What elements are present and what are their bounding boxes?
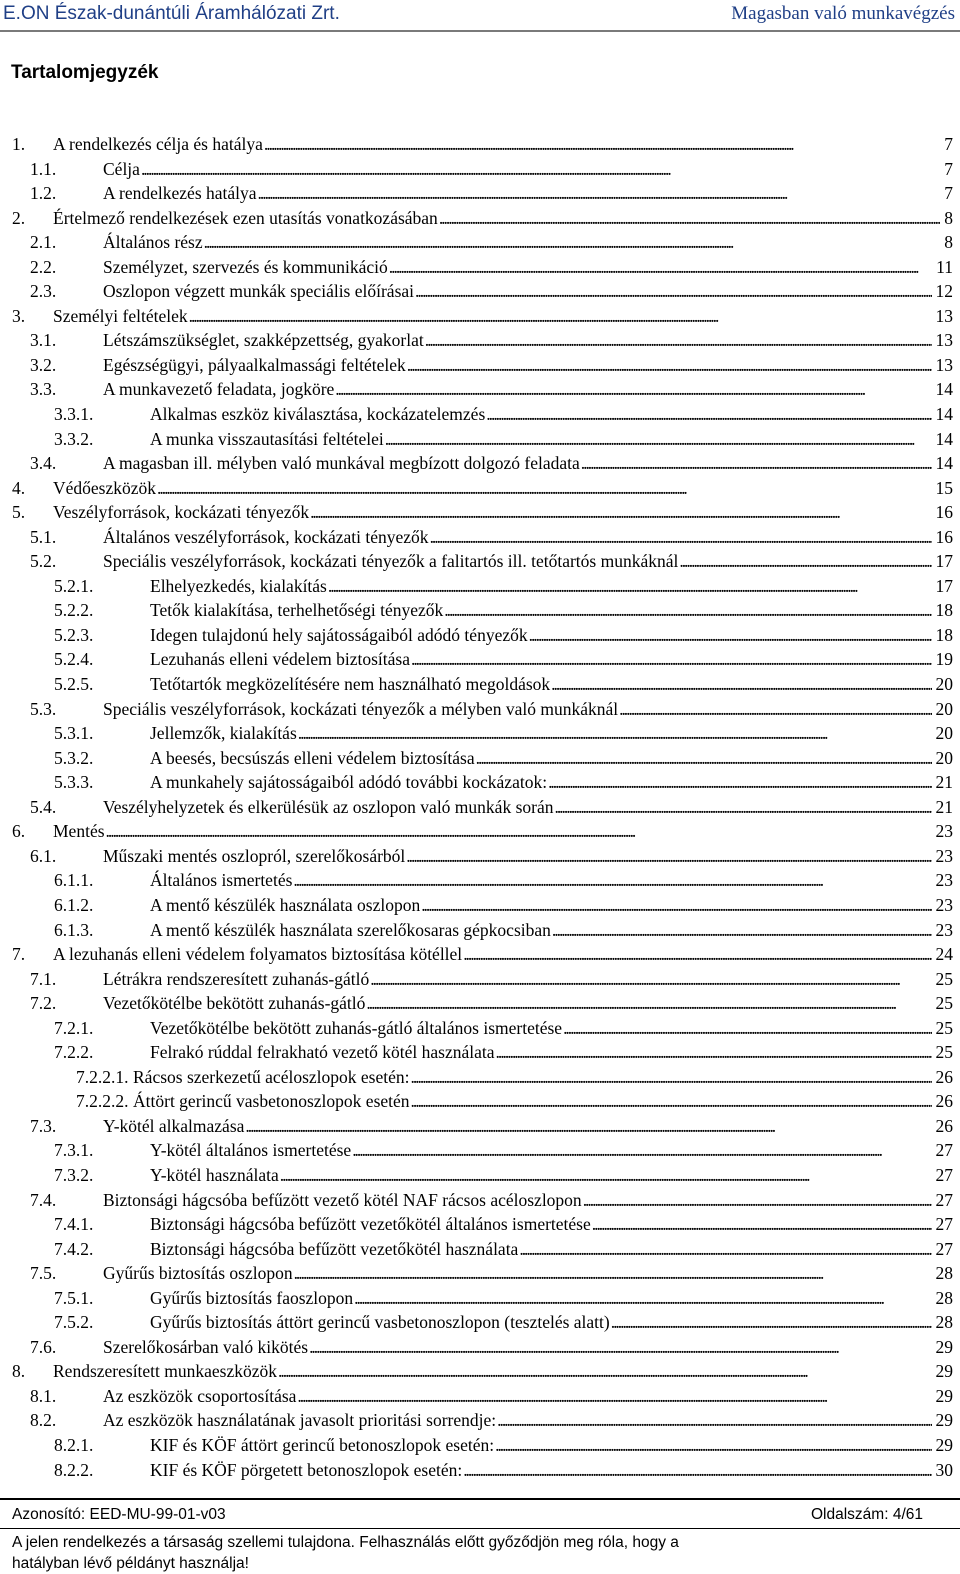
toc-entry-title: Veszélyforrások, kockázati tényezők bbox=[53, 502, 310, 523]
toc-entry-page: 26 bbox=[935, 1091, 953, 1112]
toc-dot-leader bbox=[462, 942, 931, 967]
toc-entry-number: 5.2. bbox=[30, 551, 57, 572]
toc-entry-title: KIF és KÖF pörgetett betonoszlopok esetén: bbox=[150, 1459, 463, 1480]
toc-dot-leader bbox=[140, 157, 940, 182]
toc-entry-page: 18 bbox=[935, 624, 953, 645]
toc-entry-number: 7.1. bbox=[30, 968, 57, 989]
toc-dot-leader bbox=[553, 795, 931, 820]
toc-entry-title: Általános rész bbox=[103, 232, 203, 253]
toc-dot-leader bbox=[547, 770, 931, 795]
toc-entry-page: 23 bbox=[935, 894, 953, 915]
toc-entry-title: Létrákra rendszeresített zuhanás-gátló bbox=[103, 968, 370, 989]
toc-dot-leader bbox=[414, 279, 931, 304]
toc-entry-title: Személyi feltételek bbox=[53, 305, 188, 326]
toc-entry-page: 16 bbox=[935, 502, 953, 523]
toc-dot-leader bbox=[406, 353, 932, 378]
toc-entry-number: 5.3.1. bbox=[54, 723, 94, 744]
toc-entry-title: Idegen tulajdonú hely sajátosságaiból adódó tényezők bbox=[150, 624, 528, 645]
toc-entry[interactable] bbox=[0, 598, 960, 623]
toc-entry-number: 2.3. bbox=[30, 281, 57, 302]
toc-dot-leader bbox=[678, 549, 931, 574]
toc-entry-number: 5.2.2. bbox=[54, 600, 94, 621]
toc-entry[interactable] bbox=[0, 279, 960, 304]
toc-entry-page: 24 bbox=[935, 944, 953, 965]
toc-entry-title: Általános ismertetés bbox=[150, 870, 293, 891]
toc-entry[interactable] bbox=[0, 1384, 960, 1409]
toc-entry-page: 26 bbox=[935, 1115, 953, 1136]
toc-entry-page: 20 bbox=[935, 747, 953, 768]
toc-entry[interactable] bbox=[0, 1212, 960, 1237]
toc-entry-page: 16 bbox=[935, 526, 953, 547]
toc-dot-leader bbox=[244, 1114, 931, 1139]
toc-entry-page: 30 bbox=[935, 1459, 953, 1480]
toc-entry-number: 3.1. bbox=[30, 330, 57, 351]
toc-entry[interactable] bbox=[0, 672, 960, 697]
toc-entry-number: 7.5.2. bbox=[54, 1312, 94, 1333]
toc-entry-number: 8. bbox=[12, 1361, 26, 1382]
toc-entry-title: Oszlopon végzett munkák speciális előírásai bbox=[103, 281, 415, 302]
toc-dot-leader bbox=[105, 819, 932, 844]
toc-entry[interactable] bbox=[0, 1335, 960, 1360]
toc-entry-page: 27 bbox=[935, 1189, 953, 1210]
toc-entry-page: 14 bbox=[935, 404, 953, 425]
toc-entry-number: 1. bbox=[12, 134, 26, 154]
toc-entry-number: 7.4.2. bbox=[54, 1238, 94, 1259]
toc-entry-number: 4. bbox=[12, 477, 26, 498]
toc-entry-number: 2.2. bbox=[30, 256, 57, 277]
toc-entry[interactable] bbox=[0, 1261, 960, 1286]
document-identifier: Azonosító: EED-MU-99-01-v03 bbox=[12, 1506, 226, 1523]
toc-entry-page: 25 bbox=[935, 1042, 953, 1063]
toc-entry-number: 7.3. bbox=[30, 1115, 57, 1136]
toc-entry-page: 7 bbox=[944, 158, 953, 179]
toc-dot-leader bbox=[494, 1433, 931, 1458]
footer-divider bbox=[0, 1498, 960, 1500]
toc-entry-page: 14 bbox=[935, 453, 953, 474]
toc-entry-title: Y-kötél használata bbox=[150, 1164, 279, 1185]
toc-dot-leader bbox=[475, 746, 932, 771]
header-divider bbox=[0, 30, 960, 32]
toc-entry[interactable] bbox=[0, 304, 960, 329]
footer-divider-2 bbox=[0, 1528, 960, 1529]
toc-entry-page: 25 bbox=[935, 993, 953, 1014]
toc-entry-number: 7.4.1. bbox=[54, 1214, 94, 1235]
toc-entry-title: Rendszeresített munkaeszközök bbox=[53, 1361, 278, 1382]
toc-entry[interactable] bbox=[0, 1163, 960, 1188]
toc-dot-leader bbox=[297, 721, 932, 746]
toc-dot-leader bbox=[528, 623, 932, 648]
toc-entry-number: 8.2.2. bbox=[54, 1459, 94, 1480]
toc-entry[interactable] bbox=[0, 1359, 960, 1384]
toc-entry-title: Szerelőkosárban való kikötés bbox=[103, 1336, 309, 1357]
toc-entry-number: 7.3.1. bbox=[54, 1140, 94, 1161]
toc-entry-title: Áttört gerincű vasbetonoszlopok esetén bbox=[133, 1091, 410, 1112]
toc-entry-number: 5.3.3. bbox=[54, 772, 94, 793]
toc-entry-page: 19 bbox=[935, 649, 953, 670]
toc-dot-leader bbox=[580, 451, 932, 476]
toc-entry-number: 7.3.2. bbox=[54, 1164, 94, 1185]
toc-entry-title: A rendelkezés célja és hatálya bbox=[53, 134, 263, 154]
toc-dot-leader bbox=[610, 1310, 932, 1335]
toc-entry-title: A lezuhanás elleni védelem folyamatos biztosítása kötéllel bbox=[53, 944, 463, 965]
toc-entry-number: 3.3.1. bbox=[54, 404, 94, 425]
toc-entry[interactable] bbox=[0, 549, 960, 574]
toc-entry-page: 27 bbox=[935, 1238, 953, 1259]
toc-entry-title: A mentő készülék használata oszlopon bbox=[150, 894, 421, 915]
toc-entry[interactable] bbox=[0, 1065, 960, 1090]
toc-entry-title: Tetők kialakítása, terhelhetőségi tényezők bbox=[150, 600, 444, 621]
toc-dot-leader bbox=[410, 1089, 932, 1114]
toc-dot-leader bbox=[409, 1065, 931, 1090]
toc-entry-number: 2. bbox=[12, 207, 26, 228]
toc-entry-page: 25 bbox=[935, 968, 953, 989]
company-name: E.ON Észak-dunántúli Áramhálózati Zrt. bbox=[3, 3, 340, 24]
toc-entry-title: A rendelkezés hatálya bbox=[103, 183, 257, 204]
toc-entry-number: 8.2. bbox=[30, 1410, 57, 1431]
toc-entry[interactable] bbox=[0, 967, 960, 992]
toc-dot-leader bbox=[308, 1335, 931, 1360]
page-number: Oldalszám: 4/61 bbox=[811, 1506, 923, 1523]
toc-entry-page: 26 bbox=[935, 1066, 953, 1087]
toc-entry-page: 13 bbox=[935, 354, 953, 375]
toc-entry-number: 7.2.1. bbox=[54, 1017, 94, 1038]
toc-entry-number: 2.1. bbox=[30, 232, 57, 253]
toc-dot-leader bbox=[188, 304, 932, 329]
toc-dot-leader bbox=[279, 1163, 932, 1188]
toc-entry-page: 13 bbox=[935, 305, 953, 326]
toc-entry-number: 6.1. bbox=[30, 845, 57, 866]
toc-entry-title: A munkahely sajátosságaiból adódó további kockázatok: bbox=[150, 772, 548, 793]
toc-entry[interactable] bbox=[0, 697, 960, 722]
toc-dot-leader bbox=[327, 574, 932, 599]
toc-dot-leader bbox=[550, 672, 931, 697]
toc-entry-title: Védőeszközök bbox=[53, 477, 157, 498]
toc-entry-number: 7.2.2.1. bbox=[76, 1066, 129, 1087]
toc-dot-leader bbox=[405, 844, 931, 869]
toc-entry-page: 15 bbox=[935, 477, 953, 498]
toc-entry-title: Általános veszélyforrások, kockázati tényezők bbox=[103, 526, 429, 547]
toc-entry-title: Speciális veszélyforrások, kockázati tényezők a falitartós ill. tetőtartós munkáknál bbox=[103, 551, 679, 572]
toc-entry-title: Vezetőkötélbe bekötött zuhanás-gátló bbox=[103, 993, 366, 1014]
toc-entry-page: 17 bbox=[935, 575, 953, 596]
toc-entry[interactable] bbox=[0, 353, 960, 378]
toc-entry-title: Speciális veszélyforrások, kockázati tényezők a mélyben való munkáknál bbox=[103, 698, 619, 719]
toc-entry-page: 25 bbox=[935, 1017, 953, 1038]
toc-entry[interactable] bbox=[0, 770, 960, 795]
toc-entry-page: 21 bbox=[935, 772, 953, 793]
toc-entry-number: 7.5. bbox=[30, 1263, 57, 1284]
toc-entry[interactable] bbox=[0, 1237, 960, 1262]
document-title: Magasban való munkavégzés bbox=[731, 3, 955, 24]
toc-dot-leader bbox=[334, 377, 931, 402]
toc-dot-leader bbox=[429, 525, 932, 550]
toc-dot-leader bbox=[384, 427, 932, 452]
toc-entry-title: A munkavezető feladata, jogköre bbox=[103, 379, 335, 400]
toc-entry[interactable] bbox=[0, 525, 960, 550]
toc-entry[interactable] bbox=[0, 132, 960, 157]
toc-entry-title: Gyűrűs biztosítás áttört gerincű vasbetonoszlopon (tesztelés alatt) bbox=[150, 1312, 610, 1333]
toc-entry-page: 21 bbox=[935, 796, 953, 817]
toc-entry-number: 3.3.2. bbox=[54, 428, 94, 449]
toc-dot-leader bbox=[277, 1359, 931, 1384]
toc-entry-title: Alkalmas eszköz kiválasztása, kockázatelemzés bbox=[150, 404, 486, 425]
toc-entry[interactable] bbox=[0, 230, 960, 255]
toc-dot-leader bbox=[353, 1286, 931, 1311]
toc-entry[interactable] bbox=[0, 1114, 960, 1139]
toc-entry-number: 5.4. bbox=[30, 796, 57, 817]
toc-entry-number: 7.2.2. bbox=[54, 1042, 94, 1063]
toc-dot-leader bbox=[369, 967, 931, 992]
toc-dot-leader bbox=[420, 893, 931, 918]
toc-entry[interactable] bbox=[0, 991, 960, 1016]
toc-entry-page: 28 bbox=[935, 1263, 953, 1284]
toc-dot-leader bbox=[495, 1040, 932, 1065]
toc-entry-number: 7.4. bbox=[30, 1189, 57, 1210]
toc-dot-leader bbox=[562, 1016, 931, 1041]
toc-entry[interactable] bbox=[0, 844, 960, 869]
toc-entry-number: 3.3. bbox=[30, 379, 57, 400]
toc-dot-leader bbox=[156, 476, 931, 501]
toc-dot-leader bbox=[496, 1408, 931, 1433]
toc-entry-page: 17 bbox=[935, 551, 953, 572]
toc-entry[interactable] bbox=[0, 1433, 960, 1458]
toc-entry-title: Vezetőkötélbe bekötött zuhanás-gátló általános ismertetése bbox=[150, 1017, 563, 1038]
toc-heading: Tartalomjegyzék bbox=[11, 62, 159, 83]
toc-entry[interactable] bbox=[0, 1286, 960, 1311]
toc-entry-page: 29 bbox=[935, 1434, 953, 1455]
toc-entry-page: 11 bbox=[936, 256, 953, 277]
toc-entry[interactable] bbox=[0, 328, 960, 353]
toc-dot-leader bbox=[591, 1212, 932, 1237]
toc-entry-number: 1.2. bbox=[30, 183, 57, 204]
toc-entry-number: 6.1.3. bbox=[54, 919, 94, 940]
toc-dot-leader bbox=[438, 206, 940, 231]
toc-entry-number: 7. bbox=[12, 944, 26, 965]
toc-entry[interactable] bbox=[0, 918, 960, 943]
toc-entry-number: 3. bbox=[12, 305, 26, 326]
toc-entry-title: Lezuhanás elleni védelem biztosítása bbox=[150, 649, 410, 670]
page-header bbox=[0, 0, 960, 30]
toc-entry-number: 5.3.2. bbox=[54, 747, 94, 768]
toc-entry-number: 1.1. bbox=[30, 158, 57, 179]
toc-dot-leader bbox=[485, 402, 931, 427]
toc-entry-page: 29 bbox=[935, 1361, 953, 1382]
toc-entry-page: 29 bbox=[935, 1410, 953, 1431]
toc-dot-leader bbox=[296, 1384, 931, 1409]
toc-entry-title: Jellemzők, kialakítás bbox=[150, 723, 297, 744]
toc-entry[interactable] bbox=[0, 574, 960, 599]
toc-entry-title: Mentés bbox=[53, 821, 105, 842]
toc-dot-leader bbox=[292, 868, 931, 893]
toc-entry-page: 12 bbox=[935, 281, 953, 302]
toc-entry-page: 27 bbox=[935, 1164, 953, 1185]
toc-entry-page: 23 bbox=[935, 821, 953, 842]
toc-entry-title: Egészségügyi, pályaalkalmassági feltételek bbox=[103, 354, 406, 375]
toc-entry[interactable] bbox=[0, 868, 960, 893]
toc-entry[interactable] bbox=[0, 402, 960, 427]
toc-entry-title: Y-kötél alkalmazása bbox=[103, 1115, 245, 1136]
toc-entry[interactable] bbox=[0, 181, 960, 206]
toc-dot-leader bbox=[462, 1458, 931, 1483]
toc-entry-title: Személyzet, szervezés és kommunikáció bbox=[103, 256, 388, 277]
toc-entry[interactable] bbox=[0, 1138, 960, 1163]
toc-dot-leader bbox=[424, 328, 932, 353]
toc-entry-number: 7.6. bbox=[30, 1336, 57, 1357]
toc-dot-leader bbox=[388, 255, 932, 280]
toc-entry-page: 20 bbox=[935, 698, 953, 719]
toc-entry[interactable] bbox=[0, 1458, 960, 1483]
toc-entry-title: A magasban ill. mélyben való munkával megbízott dolgozó feladata bbox=[103, 453, 580, 474]
toc-entry-page: 27 bbox=[935, 1214, 953, 1235]
toc-entry-title: A munka visszautasítási feltételei bbox=[150, 428, 384, 449]
toc-entry-number: 7.2.2.2. bbox=[76, 1091, 129, 1112]
toc-entry-number: 8.1. bbox=[30, 1385, 57, 1406]
toc-entry-page: 13 bbox=[935, 330, 953, 351]
toc-entry-title: A mentő készülék használata szerelőkosaras gépkocsiban bbox=[150, 919, 551, 940]
toc-entry-page: 14 bbox=[935, 379, 953, 400]
toc-entry-number: 8.2.1. bbox=[54, 1434, 94, 1455]
toc-entry-page: 29 bbox=[935, 1385, 953, 1406]
toc-entry-title: Célja bbox=[103, 158, 140, 179]
toc-entry-page: 29 bbox=[935, 1336, 953, 1357]
toc-entry[interactable] bbox=[0, 157, 960, 182]
toc-entry-number: 5.2.1. bbox=[54, 575, 94, 596]
toc-entry-number: 6. bbox=[12, 821, 26, 842]
toc-entry-title: Gyűrűs biztosítás faoszlopon bbox=[150, 1287, 354, 1308]
toc-entry-number: 3.4. bbox=[30, 453, 57, 474]
table-of-contents bbox=[0, 132, 960, 1482]
toc-entry-page: 8 bbox=[944, 232, 953, 253]
toc-entry[interactable] bbox=[0, 1040, 960, 1065]
toc-entry-page: 23 bbox=[935, 845, 953, 866]
toc-entry-page: 28 bbox=[935, 1312, 953, 1333]
toc-entry-title: KIF és KÖF áttört gerincű betonoszlopok esetén: bbox=[150, 1434, 495, 1455]
toc-entry-number: 7.2. bbox=[30, 993, 57, 1014]
toc-dot-leader bbox=[582, 1188, 932, 1213]
toc-entry[interactable] bbox=[0, 746, 960, 771]
toc-dot-leader bbox=[309, 500, 931, 525]
toc-entry[interactable] bbox=[0, 206, 960, 231]
toc-entry-title: Elhelyezkedés, kialakítás bbox=[150, 575, 327, 596]
toc-dot-leader bbox=[263, 132, 940, 157]
toc-entry-number: 3.2. bbox=[30, 354, 57, 375]
toc-entry[interactable] bbox=[0, 1016, 960, 1041]
toc-entry[interactable] bbox=[0, 647, 960, 672]
toc-entry[interactable] bbox=[0, 1188, 960, 1213]
toc-entry-title: Rácsos szerkezetű acéloszlopok esetén: bbox=[133, 1066, 410, 1087]
toc-entry[interactable] bbox=[0, 255, 960, 280]
toc-entry-title: Biztonsági hágcsóba befűzött vezetőkötél általános ismertetése bbox=[150, 1214, 591, 1235]
toc-entry-title: Az eszközök csoportosítása bbox=[103, 1385, 297, 1406]
toc-entry[interactable] bbox=[0, 721, 960, 746]
toc-entry-title: A beesés, becsúszás elleni védelem biztosítása bbox=[150, 747, 475, 768]
copyright-note: A jelen rendelkezés a társaság szellemi tulajdona. Felhasználás előtt győződjön meg róla, hogy a hatályban lévő példányt használja! bbox=[12, 1534, 679, 1572]
toc-dot-leader bbox=[203, 230, 941, 255]
toc-dot-leader bbox=[293, 1261, 932, 1286]
toc-entry-number: 5.3. bbox=[30, 698, 57, 719]
toc-dot-leader bbox=[518, 1237, 931, 1262]
toc-dot-leader bbox=[365, 991, 931, 1016]
toc-entry-title: Értelmező rendelkezések ezen utasítás vonatkozásában bbox=[53, 207, 438, 228]
toc-entry-title: Az eszközök használatának javasolt prioritási sorrendje: bbox=[103, 1410, 497, 1431]
toc-entry-number: 5.2.5. bbox=[54, 674, 94, 695]
toc-entry-page: 20 bbox=[935, 674, 953, 695]
toc-entry[interactable] bbox=[0, 377, 960, 402]
toc-entry-page: 7 bbox=[944, 134, 953, 154]
toc-dot-leader bbox=[443, 598, 931, 623]
toc-entry[interactable] bbox=[0, 451, 960, 476]
toc-entry-title: Y-kötél általános ismertetése bbox=[150, 1140, 352, 1161]
toc-dot-leader bbox=[410, 647, 932, 672]
toc-entry-page: 27 bbox=[935, 1140, 953, 1161]
toc-entry[interactable] bbox=[0, 1408, 960, 1433]
toc-entry[interactable] bbox=[0, 795, 960, 820]
toc-dot-leader bbox=[551, 918, 932, 943]
toc-entry-title: Műszaki mentés oszlopról, szerelőkosárból bbox=[103, 845, 406, 866]
toc-entry-title: Felrakó rúddal felrakható vezető kötél használata bbox=[150, 1042, 495, 1063]
toc-entry[interactable] bbox=[0, 427, 960, 452]
toc-entry[interactable] bbox=[0, 819, 960, 844]
toc-entry-page: 8 bbox=[944, 207, 953, 228]
toc-entry-title: Biztonsági hágcsóba befűzött vezetőkötél használata bbox=[150, 1238, 519, 1259]
toc-entry-page: 14 bbox=[935, 428, 953, 449]
toc-entry[interactable] bbox=[0, 893, 960, 918]
toc-entry-page: 7 bbox=[944, 183, 953, 204]
toc-dot-leader bbox=[351, 1138, 931, 1163]
toc-entry[interactable] bbox=[0, 500, 960, 525]
toc-entry[interactable] bbox=[0, 476, 960, 501]
toc-entry-number: 5.2.4. bbox=[54, 649, 94, 670]
toc-entry-title: Tetőtartók megközelítésére nem használható megoldások bbox=[150, 674, 551, 695]
toc-entry-number: 6.1.1. bbox=[54, 870, 94, 891]
toc-entry-page: 23 bbox=[935, 919, 953, 940]
toc-entry-title: Biztonsági hágcsóba befűzött vezető kötél NAF rácsos acéloszlopon bbox=[103, 1189, 582, 1210]
toc-entry-page: 20 bbox=[935, 723, 953, 744]
toc-entry-page: 23 bbox=[935, 870, 953, 891]
toc-entry-title: Gyűrűs biztosítás oszlopon bbox=[103, 1263, 293, 1284]
toc-entry[interactable] bbox=[0, 942, 960, 967]
toc-entry-number: 6.1.2. bbox=[54, 894, 94, 915]
toc-entry-title: Veszélyhelyzetek és elkerülésük az oszlopon való munkák során bbox=[103, 796, 554, 817]
toc-entry-number: 5.1. bbox=[30, 526, 57, 547]
toc-entry-page: 18 bbox=[935, 600, 953, 621]
toc-entry[interactable] bbox=[0, 1089, 960, 1114]
toc-entry-number: 5.2.3. bbox=[54, 624, 94, 645]
toc-dot-leader bbox=[618, 697, 931, 722]
toc-entry-page: 28 bbox=[935, 1287, 953, 1308]
toc-entry-number: 7.5.1. bbox=[54, 1287, 94, 1308]
toc-entry[interactable] bbox=[0, 1310, 960, 1335]
toc-entry[interactable] bbox=[0, 623, 960, 648]
toc-dot-leader bbox=[257, 181, 941, 206]
toc-entry-number: 5. bbox=[12, 502, 26, 523]
toc-entry-title: Létszámszükséglet, szakképzettség, gyakorlat bbox=[103, 330, 424, 351]
